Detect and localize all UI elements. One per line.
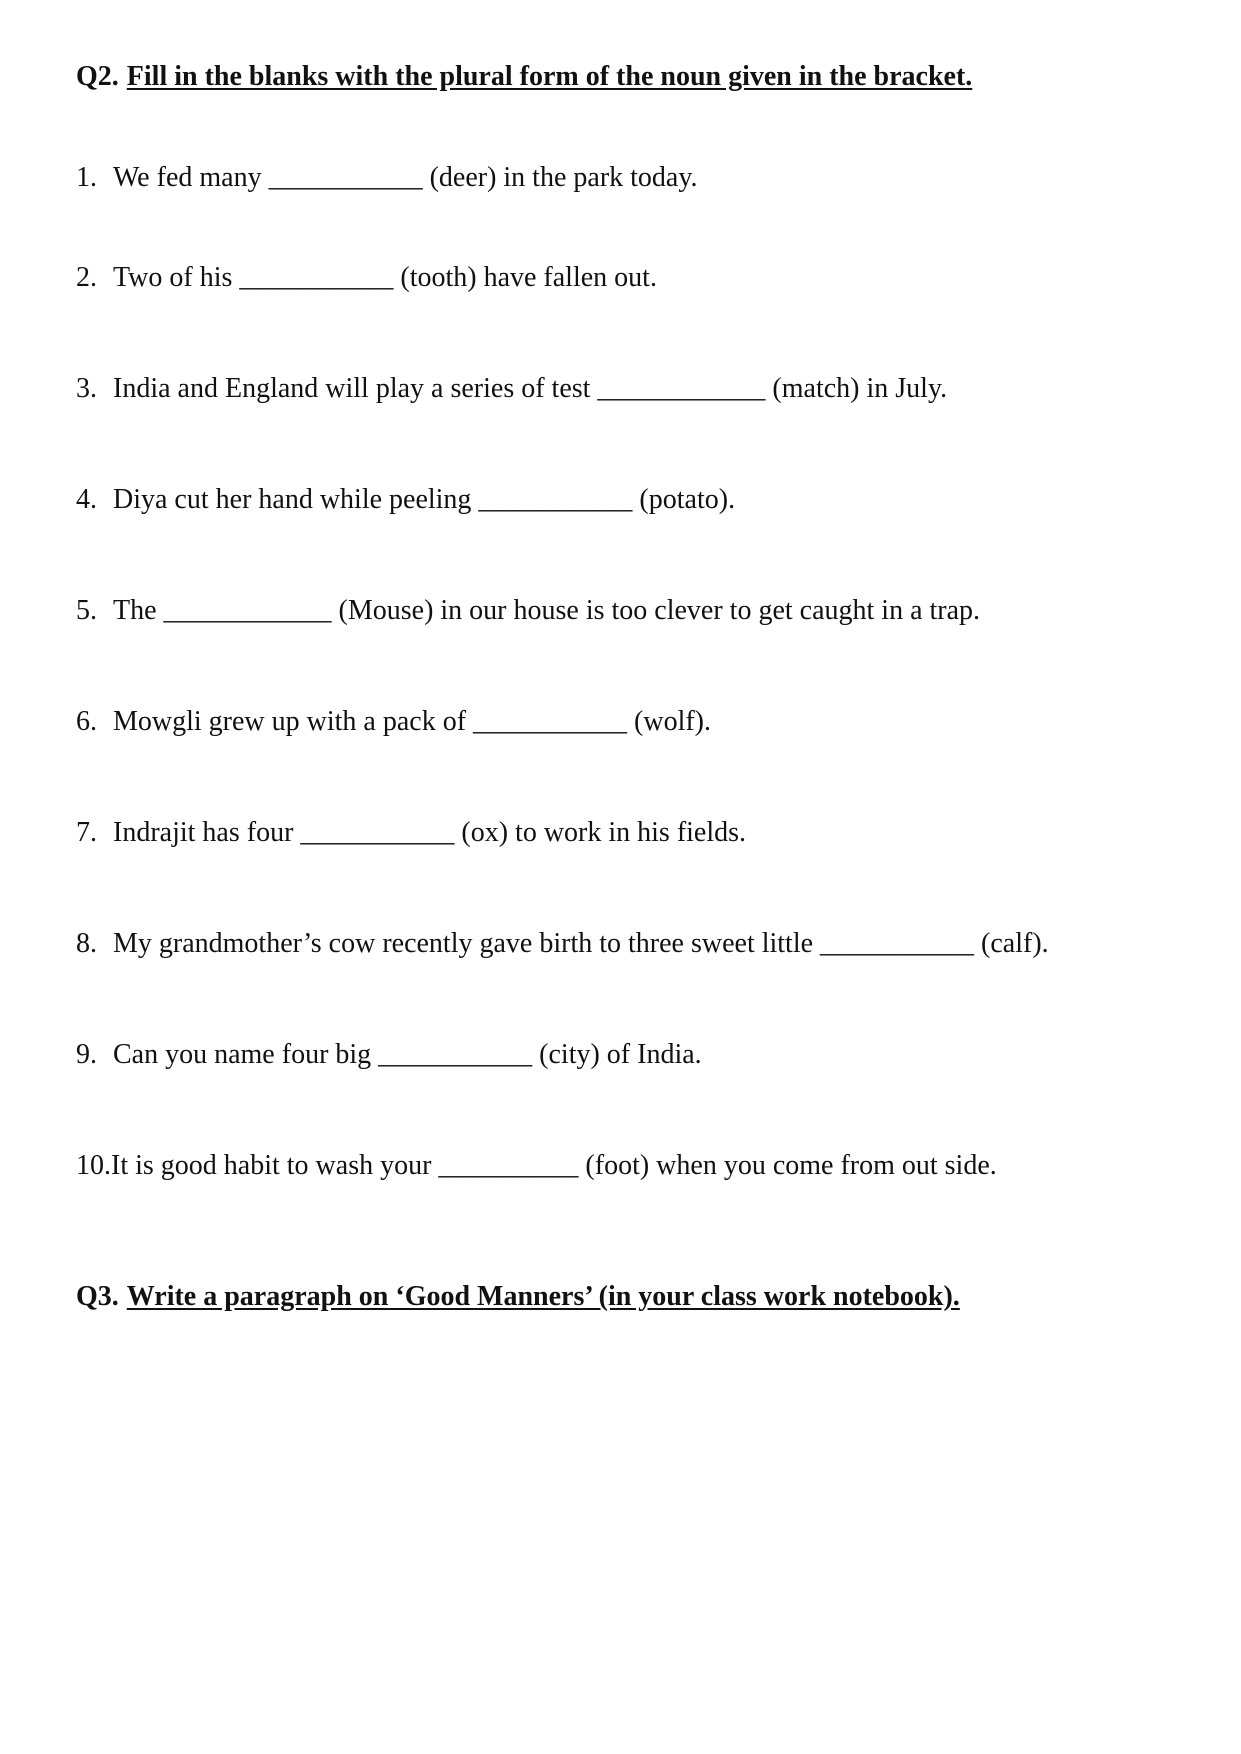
list-item-4: [76, 483, 735, 517]
item-number: 5.: [76, 595, 97, 626]
item-number: 4.: [76, 484, 97, 515]
item-text: We fed many ___________ (deer) in the park today.: [113, 162, 698, 193]
item-text: My grandmother’s cow recently gave birth to three sweet little ___________ (calf).: [113, 928, 1049, 959]
item-number: 8.: [76, 928, 97, 959]
list-item-7: [76, 816, 746, 850]
q3-instruction: Write a paragraph on ‘Good Manners’ (in your class work notebook).: [126, 1281, 960, 1312]
item-text: India and England will play a series of test ____________ (match) in July.: [113, 373, 948, 404]
item-number: 1.: [76, 162, 97, 193]
item-text: Mowgli grew up with a pack of ___________ (wolf).: [113, 706, 712, 737]
item-text: Indrajit has four ___________ (ox) to work in his fields.: [113, 817, 747, 848]
list-item-2: [76, 261, 657, 295]
list-item-9: [76, 1038, 702, 1072]
item-number: 7.: [76, 817, 97, 848]
item-number: 6.: [76, 706, 97, 737]
q3-number: Q3.: [76, 1281, 119, 1312]
list-item-6: [76, 705, 711, 739]
q2-heading: [76, 60, 972, 94]
q3-heading: [76, 1280, 960, 1314]
item-number: 2.: [76, 262, 97, 293]
item-text: Two of his ___________ (tooth) have fallen out.: [113, 262, 657, 293]
q2-number: Q2.: [76, 61, 119, 92]
list-item-5: [76, 594, 980, 628]
list-item-8: [76, 927, 1049, 961]
q2-instruction: Fill in the blanks with the plural form of the noun given in the bracket.: [126, 61, 973, 92]
item-number: 9.: [76, 1039, 97, 1070]
item-text: The ____________ (Mouse) in our house is too clever to get caught in a trap.: [113, 595, 981, 626]
item-text: Diya cut her hand while peeling ___________ (potato).: [113, 484, 736, 515]
list-item-3: [76, 372, 947, 406]
list-item-1: [76, 161, 698, 195]
list-item-10: [76, 1149, 997, 1183]
item-text: It is good habit to wash your __________ (foot) when you come from out side.: [111, 1150, 997, 1181]
item-number: 3.: [76, 373, 97, 404]
item-number: 10.: [76, 1150, 111, 1181]
item-text: Can you name four big ___________ (city) of India.: [113, 1039, 702, 1070]
